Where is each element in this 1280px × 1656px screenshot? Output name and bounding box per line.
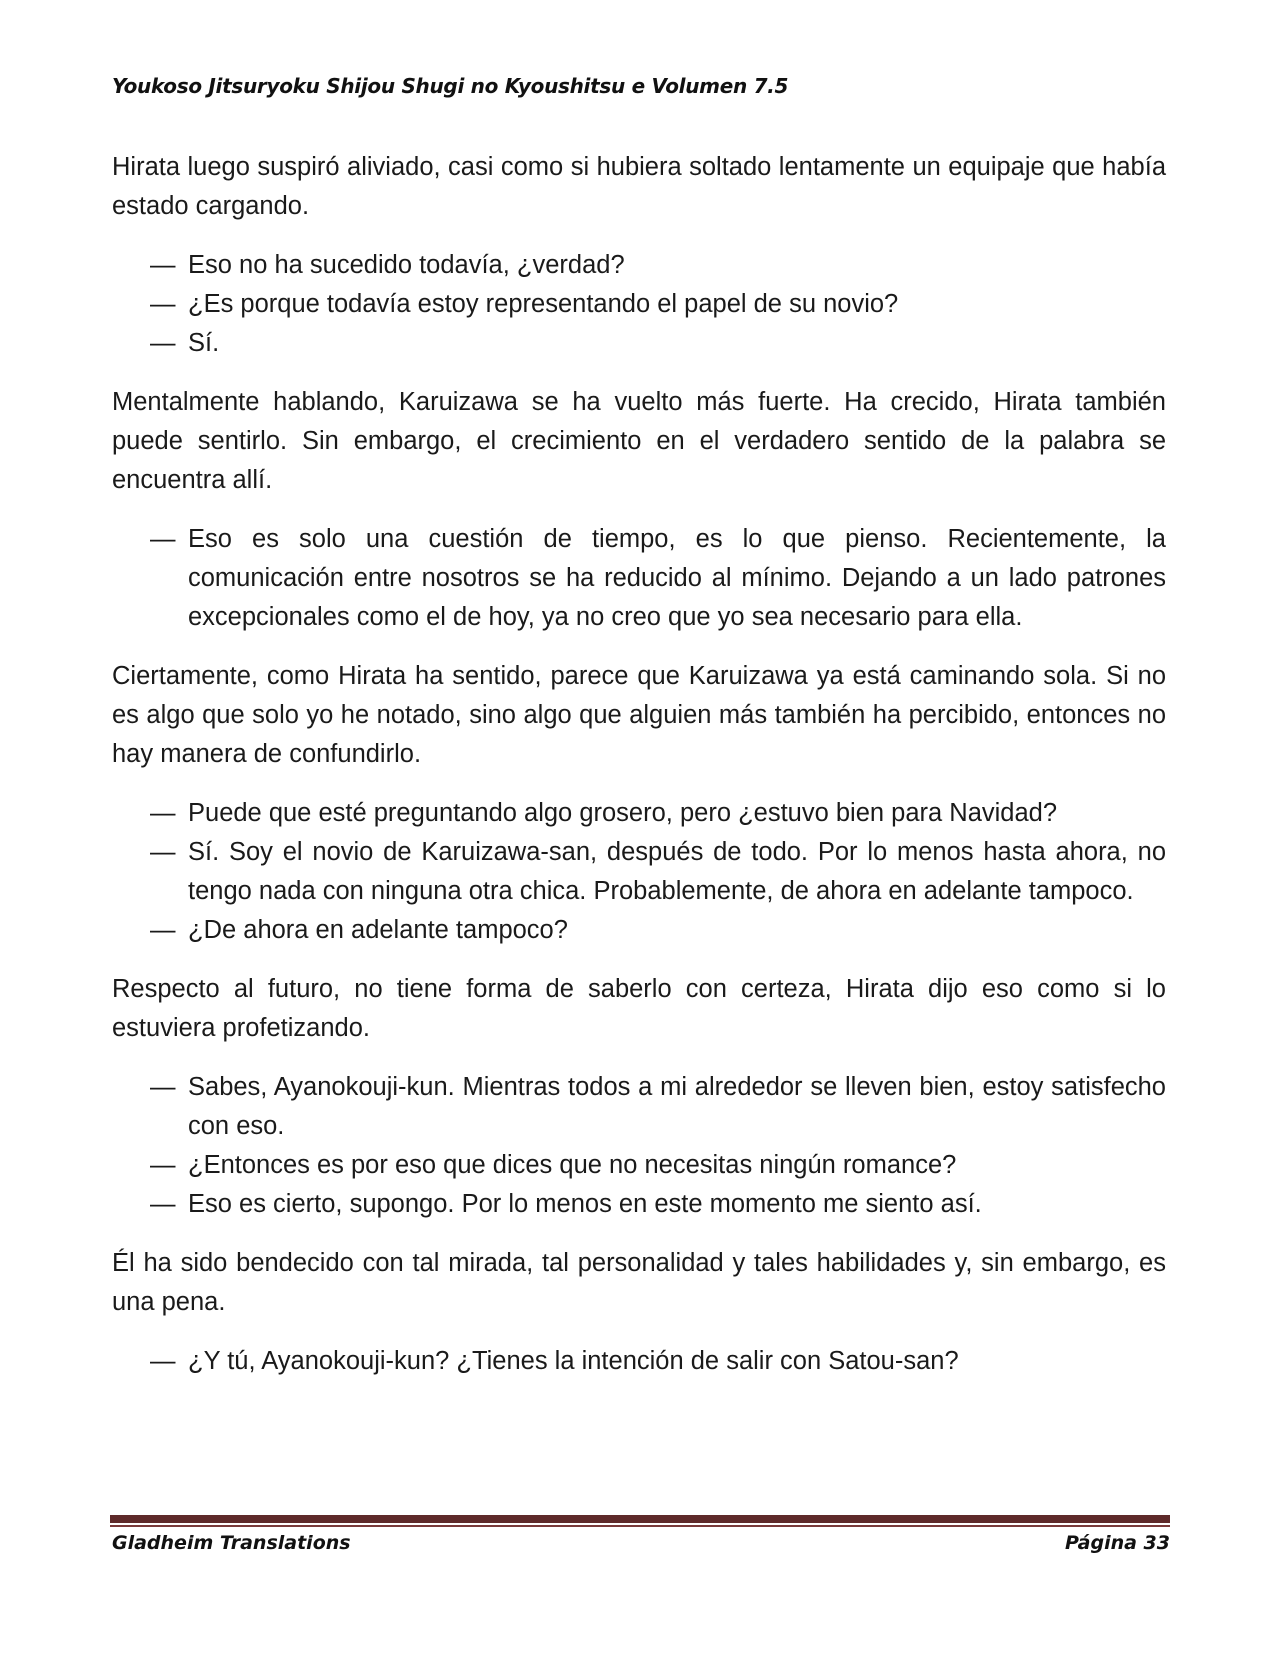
dialogue-group — [112, 246, 1166, 363]
dialogue-line — [112, 833, 1166, 911]
footer-page-number: Página 33 — [1064, 1532, 1170, 1554]
footer-rule — [110, 1515, 1170, 1527]
em-dash: — — [150, 799, 176, 827]
footer-rule-thin — [110, 1525, 1170, 1527]
dialogue-text: Sí. Soy el novio de Karuizawa-san, después de todo. Por lo menos hasta ahora, no tengo nada con ninguna otra chica. Probablemente, de ahora en adelante tampoco. — [188, 838, 1166, 905]
footer-publisher: Gladheim Translations — [112, 1532, 351, 1554]
running-header: Youkoso Jitsuryoku Shijou Shugi no Kyoushitsu e Volumen 7.5 — [112, 74, 789, 98]
em-dash: — — [150, 838, 176, 866]
em-dash: — — [150, 290, 176, 318]
dialogue-text: Eso es cierto, supongo. Por lo menos en este momento me siento así. — [188, 1190, 982, 1218]
paragraph: Él ha sido bendecido con tal mirada, tal personalidad y tales habilidades y, sin embargo, es una pena. — [112, 1249, 1166, 1316]
dialogue-group — [112, 1068, 1166, 1224]
dialogue-text: ¿Entonces es por eso que dices que no necesitas ningún romance? — [188, 1151, 957, 1179]
dialogue-text: ¿Es porque todavía estoy representando el papel de su novio? — [188, 290, 899, 318]
dialogue-line — [112, 1146, 1166, 1185]
dialogue-group — [112, 1342, 1166, 1381]
dialogue-line — [112, 285, 1166, 324]
dialogue-line — [112, 1068, 1166, 1146]
page-body — [112, 148, 1166, 1401]
dialogue-group — [112, 520, 1166, 637]
em-dash: — — [150, 251, 176, 279]
dialogue-text: Eso es solo una cuestión de tiempo, es lo que pienso. Recientemente, la comunicación entre nosotros se ha reducido al mínimo. Dejando a un lado patrones excepcionales como el de hoy, ya no creo que yo sea necesario para ella. — [188, 525, 1166, 631]
em-dash: — — [150, 1073, 176, 1101]
dialogue-line — [112, 1342, 1166, 1381]
em-dash: — — [150, 525, 176, 553]
em-dash: — — [150, 1347, 176, 1375]
dialogue-text: Eso no ha sucedido todavía, ¿verdad? — [188, 251, 625, 279]
dialogue-group — [112, 794, 1166, 950]
em-dash: — — [150, 916, 176, 944]
dialogue-line — [112, 520, 1166, 637]
dialogue-text: ¿De ahora en adelante tampoco? — [188, 916, 568, 944]
footer-rule-thick — [110, 1515, 1170, 1523]
dialogue-text: ¿Y tú, Ayanokouji-kun? ¿Tienes la intención de salir con Satou-san? — [188, 1347, 959, 1375]
paragraph: Hirata luego suspiró aliviado, casi como si hubiera soltado lentamente un equipaje que había estado cargando. — [112, 153, 1166, 220]
em-dash: — — [150, 1190, 176, 1218]
dialogue-text: Sí. — [188, 329, 220, 357]
dialogue-text: Sabes, Ayanokouji-kun. Mientras todos a mi alrededor se lleven bien, estoy satisfecho con eso. — [188, 1073, 1166, 1140]
paragraph: Ciertamente, como Hirata ha sentido, parece que Karuizawa ya está caminando sola. Si no es algo que solo yo he notado, sino algo que alguien más también ha percibido, entonces no hay manera de confundirlo. — [112, 662, 1166, 768]
dialogue-line — [112, 911, 1166, 950]
dialogue-line — [112, 324, 1166, 363]
em-dash: — — [150, 329, 176, 357]
dialogue-line — [112, 1185, 1166, 1224]
dialogue-text: Puede que esté preguntando algo grosero, pero ¿estuvo bien para Navidad? — [188, 799, 1058, 827]
dialogue-line — [112, 794, 1166, 833]
dialogue-line — [112, 246, 1166, 285]
em-dash: — — [150, 1151, 176, 1179]
paragraph: Respecto al futuro, no tiene forma de saberlo con certeza, Hirata dijo eso como si lo estuviera profetizando. — [112, 975, 1166, 1042]
paragraph: Mentalmente hablando, Karuizawa se ha vuelto más fuerte. Ha crecido, Hirata también puede sentirlo. Sin embargo, el crecimiento en el verdadero sentido de la palabra se encuentra allí. — [112, 388, 1166, 494]
